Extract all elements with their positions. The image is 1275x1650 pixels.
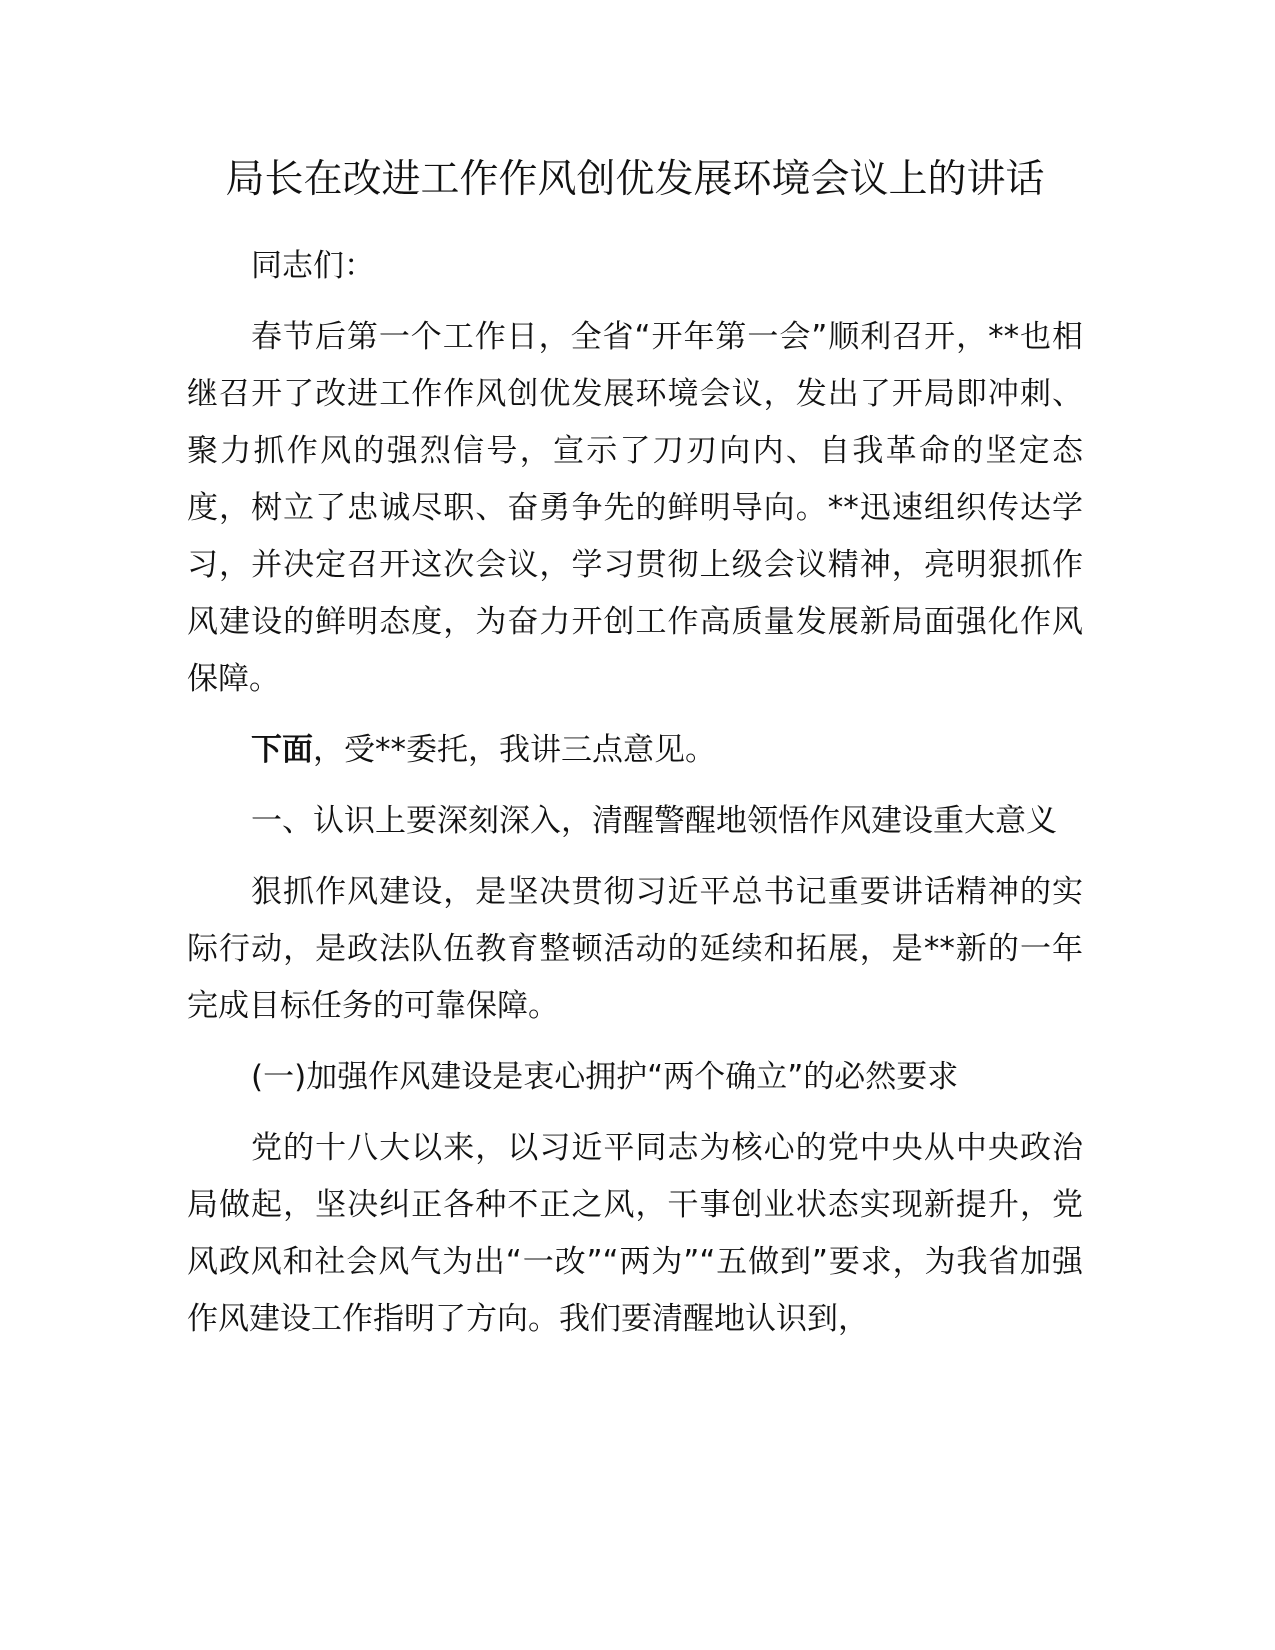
section-1-body: 狠抓作风建设，是坚决贯彻习近平总书记重要讲话精神的实际行动，是政法队伍教育整顿活动的延续和拓展，是**新的一年完成目标任务的可靠保障。 <box>187 874 1083 1024</box>
greeting: 同志们： <box>251 248 375 284</box>
intro-paragraph: 春节后第一个工作日，全省“开年第一会”顺利召开，**也相继召开了改进工作作风创优发展环境会议，发出了开局即冲刺、聚力抓作风的强烈信号，宣示了刀刃向内、自我革命的坚定态度，树立了忠诚尽职、奋勇争先的鲜明导向。**迅速组织传达学习，并决定召开这次会议，学习贯彻上级会议精神，亮明狠抓作风建设的鲜明态度，为奋力开创工作高质量发展新局面强化作风保障。 <box>187 319 1083 697</box>
transition-paragraph <box>187 722 1083 779</box>
section-1-heading: 一、认识上要深刻深入，清醒警醒地领悟作风建设重大意义 <box>251 803 1057 839</box>
transition-bold-text: 下面 <box>251 732 313 768</box>
subsection-1-body: 党的十八大以来，以习近平同志为核心的党中央从中央政治局做起，坚决纠正各种不正之风，干事创业状态实现新提升，党风政风和社会风气为出“一改”“两为”“五做到”要求，为我省加强作风建设工作指明了方向。我们要清醒地认识到， <box>187 1130 1083 1337</box>
transition-text: ，受**委托，我讲三点意见。 <box>313 732 716 768</box>
document-title: 局长在改进工作作风创优发展环境会议上的讲话 <box>225 157 1045 202</box>
subsection-1-heading: (一)加强作风建设是衷心拥护“两个确立”的必然要求 <box>251 1059 959 1095</box>
